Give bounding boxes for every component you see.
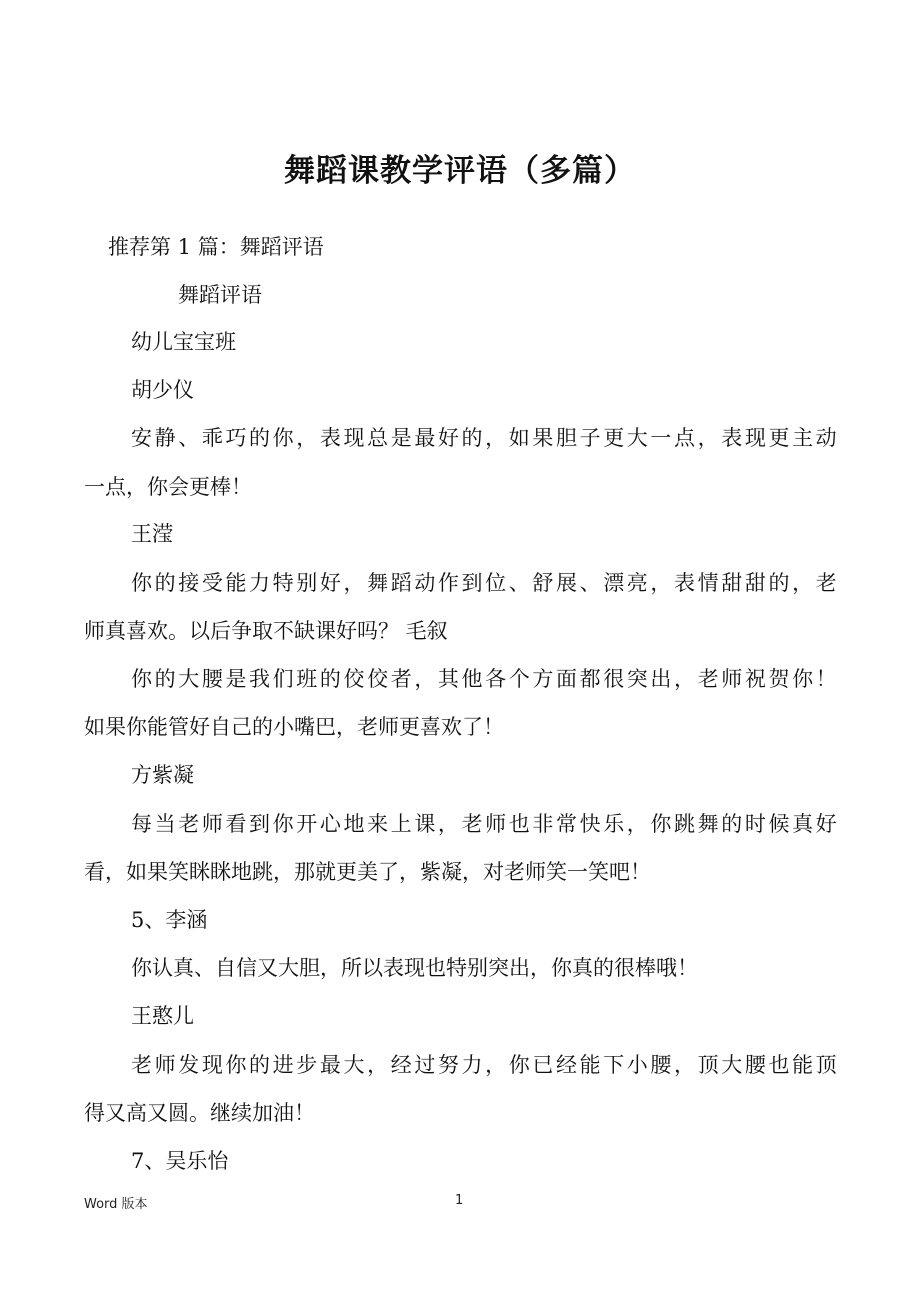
paragraph-char: 老 bbox=[131, 1053, 152, 1077]
paragraph-line: 如果你能管好自己的小嘴巴，老师更喜欢了！ bbox=[84, 715, 504, 739]
paragraph-char: 顶 bbox=[697, 1053, 719, 1077]
paragraph-char: ， bbox=[343, 571, 365, 595]
paragraph-char: 佼 bbox=[343, 667, 365, 691]
paragraph-char: ， bbox=[626, 812, 648, 836]
paragraph-char: 乐 bbox=[603, 812, 625, 836]
paragraph-char: 个 bbox=[508, 667, 530, 691]
student-name: 方紫凝 bbox=[131, 763, 194, 787]
paragraph-char: 能 bbox=[225, 571, 247, 595]
paragraph-char: ， bbox=[674, 1053, 696, 1077]
paragraph-char: 情 bbox=[697, 571, 719, 595]
paragraph-char: 、 bbox=[579, 571, 601, 595]
paragraph-char: 课 bbox=[414, 812, 436, 836]
paragraph-char: 如 bbox=[508, 426, 530, 450]
paragraph-char: 表 bbox=[674, 571, 696, 595]
paragraph-char: 点 bbox=[674, 426, 696, 450]
paragraph-char: 其 bbox=[437, 667, 459, 691]
paragraph-char: ， bbox=[485, 426, 507, 450]
paragraph-char: ， bbox=[437, 812, 459, 836]
paragraph-char: 小 bbox=[626, 1053, 648, 1077]
paragraph-char: 舞 bbox=[367, 571, 389, 595]
paragraph-char: 蹈 bbox=[390, 571, 412, 595]
paragraph-char: 安 bbox=[131, 426, 152, 450]
paragraph-char: ， bbox=[650, 571, 672, 595]
paragraph-char: 步 bbox=[296, 1053, 318, 1077]
paragraph-char: 心 bbox=[319, 812, 341, 836]
student-name: 王憨儿 bbox=[131, 1004, 194, 1028]
paragraph-char: 努 bbox=[437, 1053, 459, 1077]
paragraph-line: 得又高又圆。继续加油！ bbox=[84, 1101, 315, 1125]
paragraph-line bbox=[131, 664, 837, 694]
paragraph-char: 已 bbox=[532, 1053, 554, 1077]
paragraph-char: 也 bbox=[508, 812, 530, 836]
paragraph-char: 腰 bbox=[744, 1053, 766, 1077]
paragraph-line: 师真喜欢。以后争取不缺课好吗？ 毛叙 bbox=[84, 619, 448, 643]
paragraph-char: 到 bbox=[249, 812, 271, 836]
paragraph-char: 师 bbox=[154, 1053, 176, 1077]
paragraph-char: 更 bbox=[768, 426, 790, 450]
paragraph-char: 是 bbox=[225, 667, 247, 691]
paragraph-char: 最 bbox=[319, 1053, 341, 1077]
paragraph-char: 下 bbox=[603, 1053, 625, 1077]
paragraph-char: 总 bbox=[367, 426, 389, 450]
paragraph-char: ， bbox=[367, 1053, 389, 1077]
paragraph-char: 们 bbox=[272, 667, 294, 691]
paragraph-char: 的 bbox=[154, 571, 176, 595]
subsection-heading: 舞蹈评语 bbox=[178, 283, 262, 307]
paragraph-char: 发 bbox=[178, 1053, 200, 1077]
paragraph-char: 当 bbox=[154, 812, 176, 836]
paragraph-char: 的 bbox=[249, 426, 271, 450]
paragraph-char: 好 bbox=[437, 426, 459, 450]
paragraph-char: 现 bbox=[744, 426, 766, 450]
paragraph-char: 你 bbox=[272, 426, 294, 450]
paragraph-char: ！ bbox=[815, 667, 837, 691]
document-title: 舞蹈课教学评语（多篇） bbox=[284, 153, 636, 189]
paragraph-char: 师 bbox=[485, 812, 507, 836]
paragraph-char: 贺 bbox=[768, 667, 790, 691]
student-name: 王滢 bbox=[131, 522, 173, 546]
student-name: 7、吴乐怡 bbox=[131, 1149, 229, 1173]
class-name: 幼儿宝宝班 bbox=[131, 330, 236, 354]
paragraph-char: 非 bbox=[532, 812, 554, 836]
paragraph-char: 现 bbox=[201, 1053, 223, 1077]
student-name: 胡少仪 bbox=[131, 378, 194, 402]
paragraph-char: 老 bbox=[815, 571, 837, 595]
paragraph-char: 每 bbox=[131, 812, 152, 836]
paragraph-char: ， bbox=[674, 667, 696, 691]
paragraph-char: 时 bbox=[744, 812, 766, 836]
paragraph-char: 别 bbox=[296, 571, 318, 595]
paragraph-char: 巧 bbox=[225, 426, 247, 450]
paragraph-char: ， bbox=[296, 426, 318, 450]
paragraph-char: 老 bbox=[178, 812, 200, 836]
paragraph-char: 胆 bbox=[555, 426, 577, 450]
paragraph-char: 受 bbox=[201, 571, 223, 595]
paragraph-char: 到 bbox=[461, 571, 483, 595]
paragraph-char: 师 bbox=[721, 667, 743, 691]
paragraph-line bbox=[131, 568, 837, 598]
paragraph-char: 大 bbox=[626, 426, 648, 450]
paragraph-char: 我 bbox=[249, 667, 271, 691]
paragraph-char: 好 bbox=[815, 812, 837, 836]
page-number: 1 bbox=[455, 1193, 464, 1208]
section-heading: 推荐第 1 篇：舞蹈评语 bbox=[108, 235, 324, 259]
paragraph-char: 你 bbox=[272, 812, 294, 836]
paragraph-char: 漂 bbox=[603, 571, 625, 595]
paragraph-char: 最 bbox=[414, 426, 436, 450]
paragraph-char: 果 bbox=[532, 426, 554, 450]
paragraph-char: 能 bbox=[579, 1053, 601, 1077]
paragraph-char: 你 bbox=[131, 571, 152, 595]
paragraph-char: 你 bbox=[508, 1053, 530, 1077]
paragraph-char: 甜 bbox=[744, 571, 766, 595]
paragraph-char: 动 bbox=[414, 571, 436, 595]
paragraph-char: 进 bbox=[272, 1053, 294, 1077]
paragraph-line bbox=[131, 1050, 837, 1080]
paragraph-char: 面 bbox=[555, 667, 577, 691]
paragraph-char: 真 bbox=[792, 812, 814, 836]
paragraph-char: 大 bbox=[343, 1053, 365, 1077]
paragraph-char: 亮 bbox=[626, 571, 648, 595]
paragraph-char: 经 bbox=[555, 1053, 577, 1077]
paragraph-char: 能 bbox=[792, 1053, 814, 1077]
paragraph-char: 开 bbox=[296, 812, 318, 836]
paragraph-char: 都 bbox=[579, 667, 601, 691]
paragraph-char: 展 bbox=[555, 571, 577, 595]
footer-version-label: Word 版本 bbox=[84, 1197, 148, 1212]
paragraph-char: 更 bbox=[603, 426, 625, 450]
paragraph-char: 各 bbox=[485, 667, 507, 691]
paragraph-char: 腰 bbox=[201, 667, 223, 691]
paragraph-char: 者 bbox=[390, 667, 412, 691]
paragraph-char: ， bbox=[414, 667, 436, 691]
paragraph-char: 主 bbox=[792, 426, 814, 450]
paragraph-char: 老 bbox=[697, 667, 719, 691]
paragraph-char: 候 bbox=[768, 812, 790, 836]
paragraph-line: 一点，你会更棒！ bbox=[84, 475, 252, 499]
paragraph-char: 舞 bbox=[697, 812, 719, 836]
paragraph-line: 看，如果笑眯眯地跳，那就更美了，紫凝，对老师笑一笑吧！ bbox=[84, 860, 651, 884]
paragraph-char: 也 bbox=[768, 1053, 790, 1077]
paragraph-char: 乖 bbox=[201, 426, 223, 450]
paragraph-char: ， bbox=[792, 571, 814, 595]
paragraph-char: 力 bbox=[249, 571, 271, 595]
paragraph-char: 的 bbox=[319, 667, 341, 691]
paragraph-char: 现 bbox=[343, 426, 365, 450]
paragraph-line: 你认真、自信又大胆，所以表现也特别突出，你真的很棒哦！ bbox=[131, 956, 698, 980]
paragraph-char: 你 bbox=[225, 1053, 247, 1077]
paragraph-char: 佼 bbox=[367, 667, 389, 691]
paragraph-char: 的 bbox=[721, 812, 743, 836]
paragraph-char: 表 bbox=[319, 426, 341, 450]
paragraph-char: 子 bbox=[579, 426, 601, 450]
paragraph-char: 顶 bbox=[815, 1053, 837, 1077]
paragraph-char: 的 bbox=[154, 667, 176, 691]
paragraph-char: 一 bbox=[650, 426, 672, 450]
paragraph-char: 力 bbox=[461, 1053, 483, 1077]
paragraph-char: 大 bbox=[721, 1053, 743, 1077]
paragraph-char: 来 bbox=[367, 812, 389, 836]
paragraph-char: 师 bbox=[201, 812, 223, 836]
paragraph-char: 经 bbox=[390, 1053, 412, 1077]
paragraph-char: 特 bbox=[272, 571, 294, 595]
paragraph-char: 动 bbox=[815, 426, 837, 450]
paragraph-char: 突 bbox=[626, 667, 648, 691]
paragraph-char: 快 bbox=[579, 812, 601, 836]
student-name: 5、李涵 bbox=[131, 908, 208, 932]
paragraph-char: 看 bbox=[225, 812, 247, 836]
paragraph-char: ， bbox=[485, 1053, 507, 1077]
paragraph-char: 舒 bbox=[532, 571, 554, 595]
paragraph-char: 接 bbox=[178, 571, 200, 595]
paragraph-line bbox=[131, 423, 837, 453]
paragraph-char: 他 bbox=[461, 667, 483, 691]
paragraph-char: 大 bbox=[178, 667, 200, 691]
paragraph-char: 跳 bbox=[674, 812, 696, 836]
paragraph-char: 出 bbox=[650, 667, 672, 691]
paragraph-char: 祝 bbox=[744, 667, 766, 691]
paragraph-char: 好 bbox=[319, 571, 341, 595]
paragraph-char: 常 bbox=[555, 812, 577, 836]
paragraph-line bbox=[131, 809, 837, 839]
paragraph-char: 方 bbox=[532, 667, 554, 691]
paragraph-char: 是 bbox=[390, 426, 412, 450]
paragraph-char: 甜 bbox=[721, 571, 743, 595]
paragraph-char: 过 bbox=[414, 1053, 436, 1077]
paragraph-char: 、 bbox=[178, 426, 200, 450]
paragraph-char: 很 bbox=[603, 667, 625, 691]
paragraph-char: 、 bbox=[508, 571, 530, 595]
paragraph-char: 腰 bbox=[650, 1053, 672, 1077]
paragraph-char: ， bbox=[697, 426, 719, 450]
paragraph-char: 老 bbox=[461, 812, 483, 836]
paragraph-char: 作 bbox=[437, 571, 459, 595]
paragraph-char: 静 bbox=[154, 426, 176, 450]
paragraph-char: 表 bbox=[721, 426, 743, 450]
paragraph-char: 地 bbox=[343, 812, 365, 836]
paragraph-char: 上 bbox=[390, 812, 412, 836]
paragraph-char: 的 bbox=[249, 1053, 271, 1077]
paragraph-char: 的 bbox=[461, 426, 483, 450]
paragraph-char: 位 bbox=[485, 571, 507, 595]
paragraph-char: 你 bbox=[792, 667, 814, 691]
paragraph-char: 班 bbox=[296, 667, 318, 691]
paragraph-char: 的 bbox=[768, 571, 790, 595]
paragraph-char: 你 bbox=[131, 667, 152, 691]
paragraph-char: 你 bbox=[650, 812, 672, 836]
